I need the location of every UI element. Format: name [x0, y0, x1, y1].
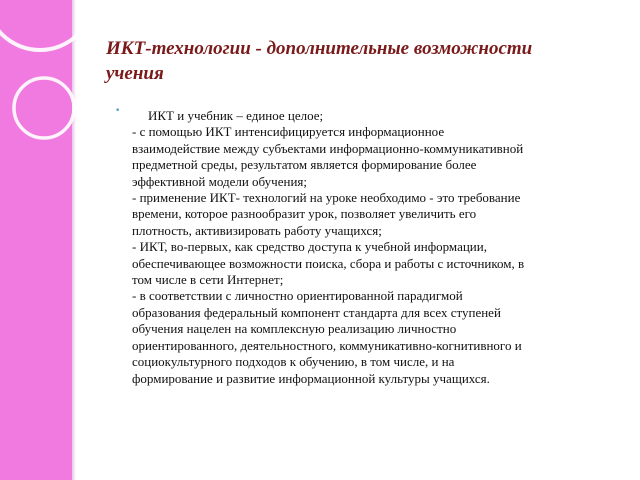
decor-ring-1	[0, 0, 94, 50]
bullet-marker: •	[115, 106, 121, 116]
body-line: ориентированного, деятельностного, коммуникативно-когнитивного и	[132, 337, 522, 353]
body-line: - применение ИКТ- технологий на уроке необходимо - это требование	[132, 190, 521, 206]
body-line: плотность, активизировать работу учащихся;	[132, 222, 382, 238]
slide-title-line: ИКТ-технологии - дополнительные возможности	[106, 38, 533, 59]
bullet-body	[132, 108, 626, 387]
decorative-rings	[0, 0, 110, 480]
decor-ring-2	[14, 78, 74, 138]
body-line: эффективной модели обучения;	[132, 173, 307, 189]
body-line: времени, которое разнообразит урок, позволяет увеличить его	[132, 206, 477, 222]
slide-title-line: учения	[106, 63, 164, 84]
body-line: взаимодействие между субъектами информационно-коммуникативной	[132, 140, 524, 156]
body-line: формирование и развитие информационной культуры учащихся.	[132, 370, 490, 386]
body-line: предметной среды, результатом является формирование более	[132, 157, 477, 173]
body-line: обучения нацелен на комплексную реализацию личностно	[132, 321, 457, 337]
body-line: - ИКТ, во-первых, как средство доступа к учебной информации,	[132, 239, 487, 255]
body-line: - в соответствии с личностно ориентированной парадигмой	[132, 288, 463, 304]
body-line: ИКТ и учебник – единое целое;	[148, 108, 324, 123]
body-line: обеспечивающее возможности поиска, сбора и работы с источником, в	[132, 255, 525, 271]
slide-title	[106, 36, 606, 86]
body-line: образования федеральный компонент стандарта для всех ступеней	[132, 304, 501, 320]
body-line: социокультурного подходов к обучению, в том числе, и на	[132, 354, 455, 370]
body-line: том числе в сети Интернет;	[132, 272, 284, 288]
body-line: - с помощью ИКТ интенсифицируется информационное	[132, 124, 445, 140]
